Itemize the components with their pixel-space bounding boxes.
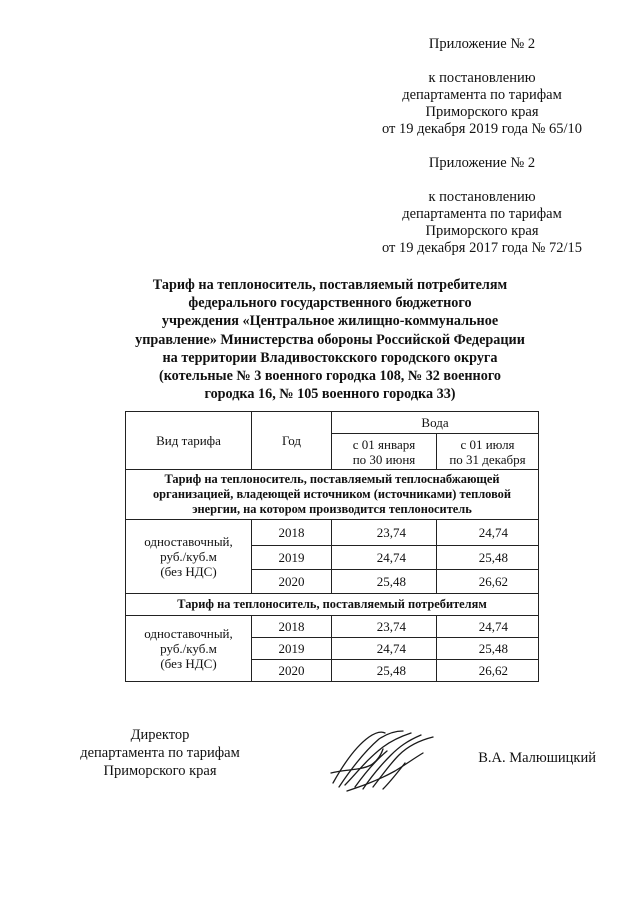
- annex-line: Приморского края: [425, 223, 539, 239]
- handwritten-signature: [325, 725, 445, 795]
- title-line: управление» Министерства обороны Российской Федерации: [135, 331, 525, 348]
- signatory-name: В.А. Малюшицкий: [478, 750, 596, 766]
- value-h1: 24,74: [332, 638, 437, 660]
- year-cell: 2019: [252, 638, 332, 660]
- position-line: департамента по тарифам: [80, 745, 240, 761]
- header-period-2: [437, 434, 539, 470]
- period-2-line: по 31 декабря: [449, 451, 526, 467]
- signatory-position: [60, 726, 260, 780]
- section-title: Тариф на теплоноситель, поставляемый теплоснабжающей организацией, владеющей источником (источниками) тепловой энергии, на котором производится теплоноситель: [126, 470, 539, 520]
- tariff-label-line: (без НДС): [160, 564, 217, 579]
- value-h1: 25,48: [332, 660, 437, 682]
- year-cell: 2018: [252, 616, 332, 638]
- year-cell: 2018: [252, 520, 332, 546]
- value-h2: 26,62: [437, 570, 539, 594]
- period-1-line: по 30 июня: [352, 451, 416, 467]
- annex-line: к постановлению: [428, 189, 536, 205]
- document-title: [90, 276, 570, 403]
- title-line: учреждения «Центральное жилищно-коммунальное: [161, 313, 499, 330]
- header-tariff-type: Вид тарифа: [126, 412, 252, 470]
- annex-number: Приложение № 2: [428, 155, 536, 171]
- position-line: Директор: [130, 727, 190, 743]
- position-line: Приморского края: [103, 763, 217, 779]
- period-2-line: с 01 июля: [460, 436, 515, 452]
- value-h2: 25,48: [437, 546, 539, 570]
- title-line: федерального государственного бюджетного: [188, 295, 472, 312]
- header-year: Год: [252, 412, 332, 470]
- annex-header-2: [322, 155, 640, 257]
- tariff-table: [125, 411, 539, 682]
- tariff-label-line: руб./куб.м: [160, 549, 217, 564]
- year-cell: 2019: [252, 546, 332, 570]
- value-h1: 23,74: [332, 520, 437, 546]
- year-cell: 2020: [252, 660, 332, 682]
- header-period-1: [332, 434, 437, 470]
- value-h1: 23,74: [332, 616, 437, 638]
- tariff-label-line: руб./куб.м: [160, 641, 217, 656]
- table-row: [126, 520, 539, 546]
- header-water: Вода: [332, 412, 539, 434]
- value-h1: 24,74: [332, 546, 437, 570]
- title-line: (котельные № 3 военного городка 108, № 32 военного: [158, 368, 502, 385]
- section-title: Тариф на теплоноситель, поставляемый потребителям: [126, 594, 539, 616]
- value-h2: 24,74: [437, 520, 539, 546]
- annex-header-1: [322, 36, 640, 138]
- value-h1: 25,48: [332, 570, 437, 594]
- annex-line: к постановлению: [428, 70, 536, 86]
- annex-date: от 19 декабря 2019 года № 65/10: [381, 121, 583, 137]
- year-cell: 2020: [252, 570, 332, 594]
- title-line: на территории Владивостокского городского округа: [162, 349, 498, 366]
- tariff-label: [126, 616, 252, 682]
- title-line: Тариф на теплоноситель, поставляемый потребителям: [152, 277, 508, 293]
- tariff-label-line: (без НДС): [160, 656, 217, 671]
- annex-number: Приложение № 2: [428, 36, 536, 52]
- annex-line: департамента по тарифам: [402, 87, 562, 103]
- tariff-label: [126, 520, 252, 594]
- value-h2: 26,62: [437, 660, 539, 682]
- value-h2: 24,74: [437, 616, 539, 638]
- value-h2: 25,48: [437, 638, 539, 660]
- tariff-label-line: одноставочный,: [144, 534, 233, 549]
- annex-date: от 19 декабря 2017 года № 72/15: [381, 240, 583, 256]
- annex-line: Приморского края: [425, 104, 539, 120]
- tariff-label-line: одноставочный,: [144, 626, 233, 641]
- annex-line: департамента по тарифам: [402, 206, 562, 222]
- period-1-line: с 01 января: [352, 436, 416, 452]
- table-row: [126, 616, 539, 638]
- title-line: городка 16, № 105 военного городка 33): [204, 386, 456, 403]
